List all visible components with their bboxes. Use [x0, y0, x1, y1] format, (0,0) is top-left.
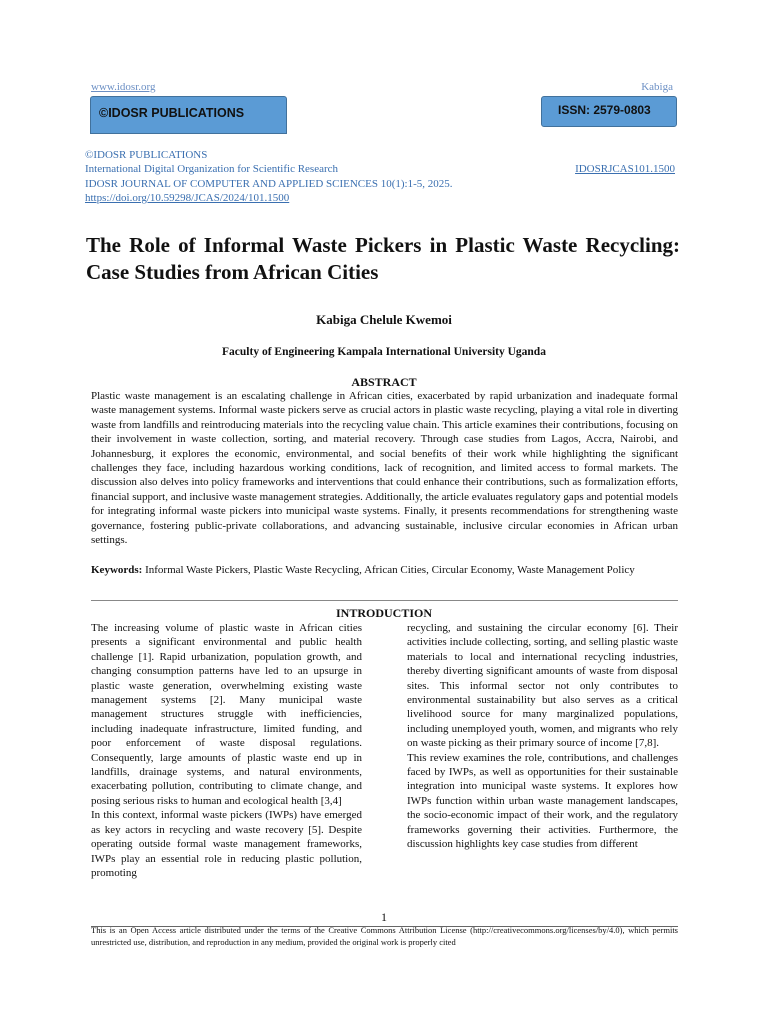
issn-banner — [541, 96, 677, 127]
article-id-link[interactable]: IDOSRJCAS101.1500 — [575, 163, 675, 175]
intro-paragraph: recycling, and sustaining the circular economy [6]. Their activities include collecting, sorting, and selling plastic waste materials to local and international recycling industries, thereby diverting significant amounts of waste from disposal sites. This informal sector not only contributes to environmental sustainability but also serves as a critical livelihood source for many marginalized populations, including unemployed youth, women, and migrants who rely on waste picking as their primary source of income [7,8]. — [407, 622, 678, 750]
section-divider — [91, 600, 678, 601]
intro-paragraph: The increasing volume of plastic waste in African cities presents a significant environmental and public health challenge [1]. Rapid urbanization, population growth, and changing consumption patterns have led to an upsurge in plastic waste generation, overwhelming existing waste management systems [2]. Many municipal waste management structures struggle with inefficiencies, including inadequate infrastructure, limited funding, and poor enforcement of waste disposal regulations. Consequently, large amounts of plastic waste end up in landfills, drainage systems, and natural environments, exacerbating pollution, contributing to climate change, and posing serious risks to human and ecological health [3,4] — [91, 622, 362, 807]
doi-link[interactable]: https://doi.org/10.59298/JCAS/2024/101.1500 — [85, 192, 290, 204]
keywords-list: Informal Waste Pickers, Plastic Waste Recycling, African Cities, Circular Economy, Waste Management Policy — [142, 564, 635, 576]
publisher-banner — [90, 96, 287, 134]
intro-column-right — [407, 621, 678, 852]
keywords — [91, 563, 678, 577]
running-author: Kabiga — [641, 81, 673, 93]
author-name: Kabiga Chelule Kwemoi — [316, 312, 452, 327]
abstract-heading: ABSTRACT — [351, 375, 417, 389]
intro-paragraph: This review examines the role, contributions, and challenges faced by IWPs, as well as opportunities for their sustainable integration into municipal waste systems. It explores how IWPs function within urban waste management landscapes, the socio-economic impact of their work, and the regulatory frameworks governing their activities. Furthermore, the discussion highlights key case studies from different — [407, 751, 678, 851]
author-affiliation: Faculty of Engineering Kampala International University Uganda — [222, 346, 546, 358]
meta-journal: IDOSR JOURNAL OF COMPUTER AND APPLIED SCIENCES 10(1):1-5, 2025. — [85, 178, 453, 190]
intro-column-left — [91, 621, 362, 880]
keywords-label: Keywords: — [91, 564, 143, 576]
issn-banner-label: ISSN: 2579-0803 — [558, 103, 651, 117]
publisher-banner-label: ©IDOSR PUBLICATIONS — [99, 106, 245, 120]
intro-paragraph: In this context, informal waste pickers (IWPs) have emerged as key actors in recycling and waste recovery [5]. Despite operating outside formal waste management frameworks, IWPs play an essential role in reducing plastic pollution, promoting — [91, 809, 362, 879]
paper-title: The Role of Informal Waste Pickers in Plastic Waste Recycling: Case Studies from African Cities — [86, 233, 680, 284]
meta-publisher: ©IDOSR PUBLICATIONS — [85, 149, 208, 161]
site-url-link[interactable]: www.idosr.org — [91, 81, 156, 93]
page-number: 1 — [381, 910, 387, 924]
abstract-text: Plastic waste management is an escalating challenge in African cities, exacerbated by rapid urbanization and inadequate formal waste management systems. Informal waste pickers serve as crucial actors in plastic waste recycling, playing a vital role in diverting waste from landfills and reintroducing materials into the recycling value chain. This article examines their contributions, focusing on their involvement in waste collection, sorting, and material recovery. Through case studies from Lagos, Accra, Nairobi, and Johannesburg, it explores the economic, environmental, and social benefits of their work while highlighting the significant challenges they face, including hazardous working conditions, lack of recognition, and limited access to formal markets. The discussion also delves into policy frameworks and interventions that could enhance their contributions, such as formalization efforts, financial support, and inclusive waste management strategies. Additionally, the article evaluates regulatory gaps and potential models for integrating informal waste pickers into municipal waste systems. Finally, it presents recommendations for strengthening waste governance, fostering public-private collaborations, and advancing sustainable, inclusive circular economies in African urban settings. — [91, 390, 678, 547]
meta-organization: International Digital Organization for Scientific Research — [85, 163, 339, 175]
license-notice: This is an Open Access article distributed under the terms of the Creative Commons Attribution License (http://creativecommons.org/licenses/by/4.0), which permits unrestricted use, distribution, and reproduction in any medium, provided the original work is properly cited — [91, 925, 678, 947]
introduction-heading: INTRODUCTION — [335, 606, 432, 620]
